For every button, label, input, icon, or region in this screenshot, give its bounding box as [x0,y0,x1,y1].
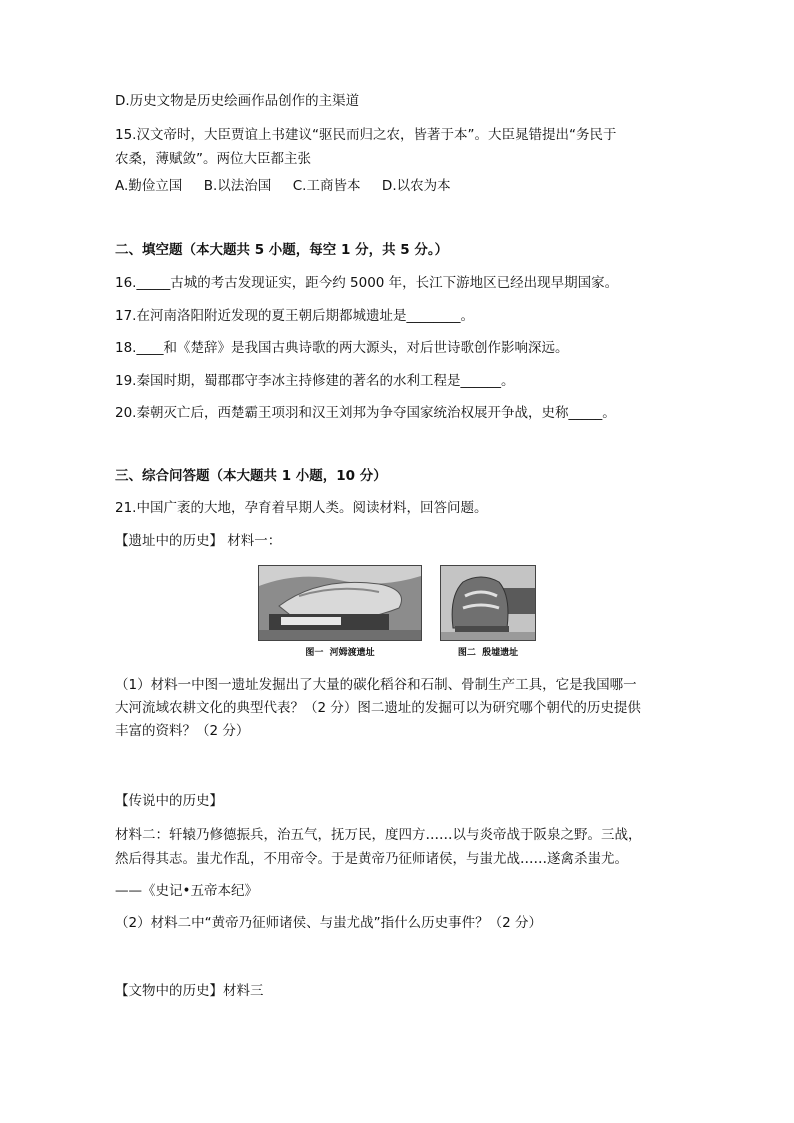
question-15-stem-line1: 15.汉文帝时，大臣贾谊上书建议“驱民而归之农，皆著于本”。大臣晁错提出“务民于 [115,127,617,143]
question-15-options: A.勤俭立国 B.以法治国 C.工商皆本 D.以农为本 [115,178,451,194]
question-16: 16._____古城的考古发现证实，距今约 5000 年，长江下游地区已经出现早期国家。 [115,275,619,291]
figure-1 [258,565,422,658]
question-15-stem-line2: 农桑，薄赋敛”。两位大臣都主张 [115,151,311,167]
question-20: 20.秦朝灭亡后，西楚霸王项羽和汉王刘邦为争夺国家统治权展开争战，史称_____。 [115,405,616,421]
material-3-heading: 【文物中的历史】材料三 [115,983,264,999]
sub-question-1-line2: 大河流域农耕文化的典型代表？（2 分）图二遗址的发掘可以为研究哪个朝代的历史提供 [115,700,641,716]
yinxu-site-photo [440,565,536,641]
figure-2-caption: 图二 殷墟遗址 [457,648,519,658]
question-14-option-d: D.历史文物是历史绘画作品创作的主渠道 [115,93,360,109]
sub-question-2: （2）材料二中“黄帝乃征师诸侯、与蚩尤战”指什么历史事件？（2 分） [115,915,542,931]
hemudu-site-photo [258,565,422,641]
sub-question-1-line3: 丰富的资料？（2 分） [115,723,250,739]
sub-question-1-line1: （1）材料一中图一遗址发掘出了大量的碳化稻谷和石制、骨制生产工具，它是我国哪一 [115,677,637,693]
question-17: 17.在河南洛阳附近发现的夏王朝后期都城遗址是________。 [115,308,474,324]
section-2-heading: 二、填空题（本大题共 5 小题，每空 1 分，共 5 分。） [115,242,449,258]
material-1-figures [258,565,538,665]
figure-2 [440,565,536,658]
question-18: 18.____和《楚辞》是我国古典诗歌的两大源头，对后世诗歌创作影响深远。 [115,340,569,356]
material-2-source: ——《史记•五帝本纪》 [115,883,258,899]
section-3-heading: 三、综合问答题（本大题共 1 小题，10 分） [115,468,387,484]
material-2-text-line1: 材料二：轩辕乃修德振兵，治五气，抚万民，度四方……以与炎帝战于阪泉之野。三战， [115,827,642,843]
material-2-text-line2: 然后得其志。蚩尤作乱，不用帝令。于是黄帝乃征师诸侯，与蚩尤战……遂禽杀蚩尤。 [115,851,628,867]
material-1-heading: 【遗址中的历史】 材料一： [115,533,282,549]
material-2-heading: 【传说中的历史】 [115,793,223,809]
question-21-stem: 21.中国广袤的大地，孕育着早期人类。阅读材料，回答问题。 [115,500,488,516]
figure-1-caption: 图一 河姆渡遗址 [305,648,375,658]
question-19: 19.秦国时期，蜀郡郡守李冰主持修建的著名的水利工程是______。 [115,373,515,389]
